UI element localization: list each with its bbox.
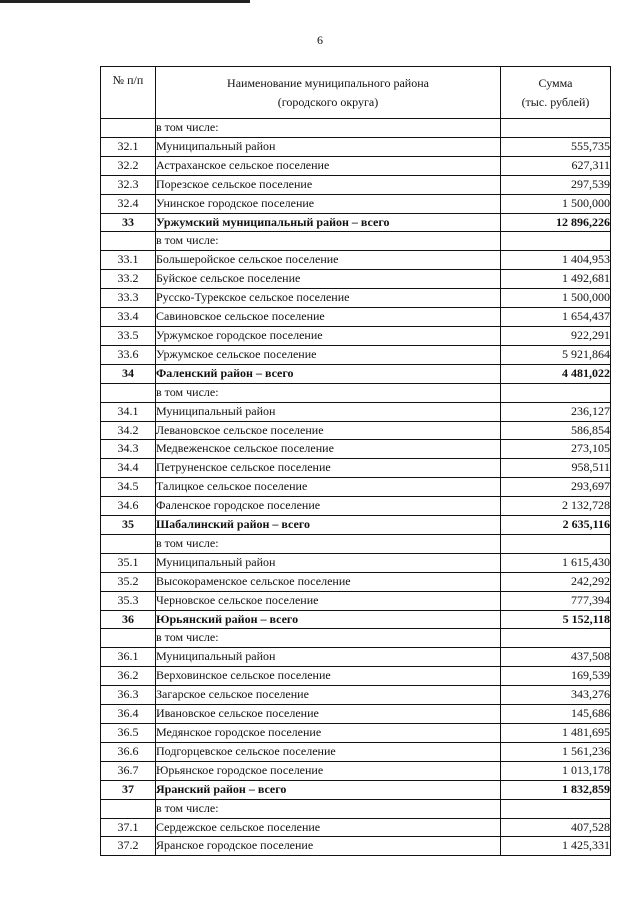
row-sum: 273,105 [501,440,611,459]
row-sum: 407,528 [501,818,611,837]
table-row [101,667,611,686]
row-sum: 145,686 [501,705,611,724]
header-name-line2: (городского округа) [277,94,379,109]
row-number: 33.6 [101,345,156,364]
row-name: Астраханское сельское поселение [156,156,501,175]
row-name: Медянское городское поселение [156,724,501,743]
header-name [156,67,501,119]
row-number: 32.2 [101,156,156,175]
row-number: 36.7 [101,761,156,780]
row-number: 34.2 [101,421,156,440]
row-name: Юрьянский район – всего [156,610,501,629]
table-row [101,648,611,667]
row-name: Петруненское сельское поселение [156,459,501,478]
row-sum: 2 635,116 [501,516,611,535]
top-rule [0,0,250,3]
table-row [101,440,611,459]
row-sum: 2 132,728 [501,497,611,516]
table-row [101,251,611,270]
table-row [101,686,611,705]
table-row [101,326,611,345]
row-number: 36 [101,610,156,629]
table-row [101,591,611,610]
table-row [101,459,611,478]
row-number [101,799,156,818]
row-number: 33.3 [101,289,156,308]
table-row [101,818,611,837]
row-name: Сердежское сельское поселение [156,818,501,837]
row-sum [501,534,611,553]
header-name-line1: Наименование муниципального района [227,75,429,90]
row-name: Юрьянское городское поселение [156,761,501,780]
row-number: 36.1 [101,648,156,667]
row-name: Фаленский район – всего [156,364,501,383]
row-sum: 1 481,695 [501,724,611,743]
row-sum: 12 896,226 [501,213,611,232]
row-name: Ивановское сельское поселение [156,705,501,724]
row-sum: 437,508 [501,648,611,667]
row-number: 32.3 [101,175,156,194]
page-number: 6 [317,33,323,47]
row-number: 35 [101,516,156,535]
table-row [101,572,611,591]
row-name: Муниципальный район [156,137,501,156]
row-name: в том числе: [156,629,501,648]
table-row [101,137,611,156]
row-sum: 627,311 [501,156,611,175]
table-row [101,724,611,743]
row-sum: 1 654,437 [501,308,611,327]
row-number: 33.4 [101,308,156,327]
table-row [101,402,611,421]
row-name: Муниципальный район [156,553,501,572]
row-name: в том числе: [156,534,501,553]
row-name: Порезское сельское поселение [156,175,501,194]
row-number: 36.4 [101,705,156,724]
table-row [101,421,611,440]
table-row [101,534,611,553]
row-number [101,232,156,251]
row-name: Талицкое сельское поселение [156,478,501,497]
header-sum-line2: (тыс. рублей) [521,94,590,109]
row-sum: 922,291 [501,326,611,345]
row-number: 37 [101,780,156,799]
row-sum [501,629,611,648]
row-number: 34.1 [101,402,156,421]
row-number: 34 [101,364,156,383]
row-sum: 555,735 [501,137,611,156]
row-number: 35.2 [101,572,156,591]
row-name: Муниципальный район [156,648,501,667]
row-sum: 343,276 [501,686,611,705]
header-sum-line1: Сумма [538,75,573,90]
row-sum: 5 921,864 [501,345,611,364]
row-name: Уржумское сельское поселение [156,345,501,364]
row-sum: 1 500,000 [501,289,611,308]
row-sum: 293,697 [501,478,611,497]
row-number: 33.2 [101,270,156,289]
row-number: 34.4 [101,459,156,478]
table-row [101,308,611,327]
row-sum: 1 615,430 [501,553,611,572]
row-sum: 169,539 [501,667,611,686]
row-sum: 297,539 [501,175,611,194]
table-row [101,270,611,289]
table-row [101,119,611,138]
row-name: Русско-Турекское сельское поселение [156,289,501,308]
row-name: Савиновское сельское поселение [156,308,501,327]
row-sum: 1 832,859 [501,780,611,799]
row-name: Яранское городское поселение [156,837,501,856]
row-name: Шабалинский район – всего [156,516,501,535]
table-row [101,799,611,818]
table-row [101,497,611,516]
row-name: Верховинское сельское поселение [156,667,501,686]
table-total-row [101,364,611,383]
row-name: Подгорцевское сельское поселение [156,742,501,761]
table-row [101,175,611,194]
row-sum: 1 013,178 [501,761,611,780]
row-number [101,534,156,553]
row-name: Уржумский муниципальный район – всего [156,213,501,232]
row-name: Загарское сельское поселение [156,686,501,705]
row-name: Буйское сельское поселение [156,270,501,289]
table-header-row [101,67,611,119]
row-number: 37.2 [101,837,156,856]
row-sum: 1 404,953 [501,251,611,270]
row-name: в том числе: [156,119,501,138]
row-number: 36.6 [101,742,156,761]
row-name: Уржумское городское поселение [156,326,501,345]
row-name: Фаленское городское поселение [156,497,501,516]
row-sum [501,383,611,402]
row-name: Большеройское сельское поселение [156,251,501,270]
table-row [101,478,611,497]
row-number: 36.2 [101,667,156,686]
table-row [101,705,611,724]
table-row [101,383,611,402]
row-number: 33.1 [101,251,156,270]
row-number: 36.5 [101,724,156,743]
row-sum [501,799,611,818]
header-number: № п/п [101,67,156,119]
header-sum [501,67,611,119]
table-row [101,553,611,572]
row-number: 32.4 [101,194,156,213]
row-name: Яранский район – всего [156,780,501,799]
row-name: Муниципальный район [156,402,501,421]
table-total-row [101,610,611,629]
table-row [101,761,611,780]
row-sum: 586,854 [501,421,611,440]
table-row [101,156,611,175]
row-name: в том числе: [156,799,501,818]
row-number: 34.5 [101,478,156,497]
table-row [101,289,611,308]
row-number: 34.6 [101,497,156,516]
table-total-row [101,780,611,799]
row-sum: 1 425,331 [501,837,611,856]
row-number [101,119,156,138]
row-sum: 958,511 [501,459,611,478]
row-sum: 1 492,681 [501,270,611,289]
row-number [101,383,156,402]
row-name: Левановское сельское поселение [156,421,501,440]
row-name: в том числе: [156,232,501,251]
row-number: 35.1 [101,553,156,572]
table-total-row [101,516,611,535]
table-row [101,742,611,761]
row-sum: 5 152,118 [501,610,611,629]
row-sum: 4 481,022 [501,364,611,383]
row-sum: 1 500,000 [501,194,611,213]
row-number: 34.3 [101,440,156,459]
row-sum: 236,127 [501,402,611,421]
row-number: 32.1 [101,137,156,156]
row-sum [501,119,611,138]
row-name: Черновское сельское поселение [156,591,501,610]
row-number: 37.1 [101,818,156,837]
row-number: 33.5 [101,326,156,345]
row-name: Медвеженское сельское поселение [156,440,501,459]
row-sum: 777,394 [501,591,611,610]
table-row [101,345,611,364]
row-name: Высокораменское сельское поселение [156,572,501,591]
table-total-row [101,213,611,232]
table-row [101,629,611,648]
row-number [101,629,156,648]
table-row [101,232,611,251]
table-row [101,837,611,856]
table-row [101,194,611,213]
budget-table [100,66,611,856]
row-sum: 242,292 [501,572,611,591]
row-number: 36.3 [101,686,156,705]
row-number: 35.3 [101,591,156,610]
row-sum: 1 561,236 [501,742,611,761]
row-sum [501,232,611,251]
row-number: 33 [101,213,156,232]
row-name: Унинское городское поселение [156,194,501,213]
row-name: в том числе: [156,383,501,402]
